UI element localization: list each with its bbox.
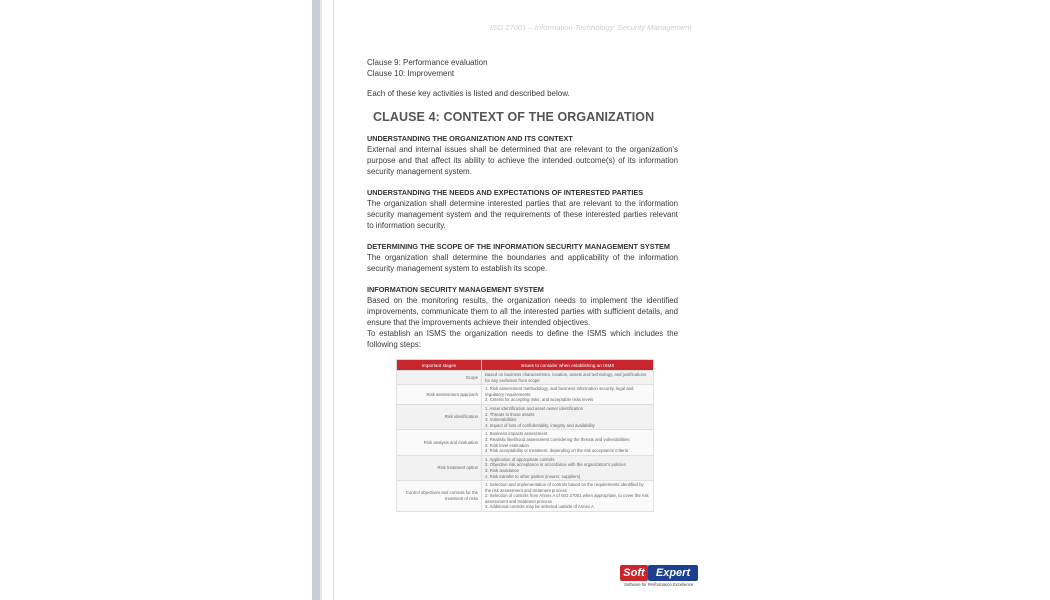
issue-line: 1. Business impacts assessment (485, 431, 548, 437)
table-row (397, 481, 654, 512)
section-isms (367, 285, 678, 350)
table-issues-cell (482, 371, 654, 385)
table-issues-cell (482, 430, 654, 455)
issue-line: 2. Selection of controls from Annex A of ISO 27001 when appropriate, to cover the risk assessment and treatment process (485, 493, 649, 504)
table-stage-cell: Risk analysis and evaluation (397, 430, 482, 455)
logo-expert-mark: Expert (648, 565, 698, 581)
table-issues-cell (482, 481, 654, 512)
page-content (367, 58, 678, 350)
table-row (397, 371, 654, 385)
section-interested-parties (367, 188, 678, 231)
section-body: Based on the monitoring results, the organization needs to implement the identified improvements, communicate them to all the interested parties with sufficient details, and ensure that the improvements achieve their intended objectives. (367, 295, 678, 327)
table-stage-cell: Risk identification (397, 404, 482, 429)
table-header-cell: Important stages (397, 360, 482, 371)
issue-line: 4. Impact of loss of confidentiality, integrity and availability (485, 422, 595, 428)
issue-line: 1. Asset identification and asset owner identification (485, 405, 584, 411)
issue-line: 2. Threats to those assets (485, 411, 535, 417)
table-stage-cell: Control objectives and controls for the treatment of risks (397, 481, 482, 512)
issue-line: 1. Selection and implementation of controls based on the requirements identified by the risk assessment and treatment process (485, 482, 644, 493)
issue-line: 4. Risk transfer to other parties (insurer, suppliers) (485, 473, 581, 479)
issue-line: 3. Additional controls may be selected outside of Annex A (485, 504, 594, 510)
section-organization-context (367, 134, 678, 177)
section-heading: UNDERSTANDING THE ORGANIZATION AND ITS CONTEXT (367, 133, 573, 143)
logo-soft-mark: Soft (620, 565, 648, 581)
table-issues-cell (482, 404, 654, 429)
issue-line: 2. Objective risk acceptance in accordance with the organization's policies (485, 462, 626, 468)
issue-line: 3. Risk avoidance (485, 467, 519, 473)
section-heading: DETERMINING THE SCOPE OF THE INFORMATION SECURITY MANAGEMENT SYSTEM (367, 241, 670, 251)
isms-steps-table (396, 359, 654, 512)
issue-line: 3. Vulnerabilities (485, 417, 517, 423)
table-issues-cell (482, 385, 654, 405)
issue-line: 3. Risk level estimation (485, 442, 529, 448)
section-body: The organization shall determine the boundaries and applicability of the information security management system to establish its scope. (367, 252, 678, 273)
viewer-gutter-edge (320, 0, 322, 600)
clause-list-item: Clause 9: Performance evaluation (367, 58, 488, 67)
issue-line: 2. Realistic likelihood assessment considering the threats and vulnerabilities (485, 436, 630, 442)
table-row (397, 385, 654, 405)
table-row (397, 404, 654, 429)
table-header-row (397, 360, 654, 371)
issue-line: 1. Risk assessment methodology, and business information security, legal and regulatory requirements (485, 386, 634, 397)
section-scope (367, 242, 678, 274)
softexpert-logo (620, 563, 700, 589)
running-header: ISO 27001 – Information Technology: Security Management (490, 23, 692, 32)
table-stage-cell: Risk assessment approach (397, 385, 482, 405)
viewer-gutter (312, 0, 320, 600)
intro-text: Each of these key activities is listed and described below. (367, 89, 570, 98)
table-header-cell: Issues to consider when establishing an ISMS (482, 360, 654, 371)
section-heading: INFORMATION SECURITY MANAGEMENT SYSTEM (367, 284, 544, 294)
section-heading: UNDERSTANDING THE NEEDS AND EXPECTATIONS OF INTERESTED PARTIES (367, 187, 644, 197)
clause-list-item: Clause 10: Improvement (367, 68, 455, 78)
clause-heading: CLAUSE 4: CONTEXT OF THE ORGANIZATION (373, 109, 655, 124)
issue-line: 2. Criteria for accepting risks, and acceptable risks levels (485, 397, 594, 403)
issue-line: 1. Application of appropriate controls (485, 456, 555, 462)
section-body: The organization shall determine interested parties that are relevant to the information security management system and the requirements of these interested parties relevant to information security. (367, 198, 678, 230)
table-row (397, 430, 654, 455)
table-row (397, 455, 654, 480)
table-issues-cell (482, 455, 654, 480)
logo-tagline: Software for Performance Excellence (624, 582, 694, 587)
issue-line: Based on business characteristics, location, assets and technology, and justifications for any exclusion from scope (485, 372, 647, 383)
section-body-continued: To establish an ISMS the organization needs to define the ISMS which includes the following steps: (367, 328, 678, 349)
section-body: External and internal issues shall be determined that are relevant to the organization's purpose and that affect its ability to achieve the intended outcome(s) of its information security management system. (367, 144, 678, 176)
table-stage-cell: Risk treatment option (397, 455, 482, 480)
table-stage-cell: Scope (397, 371, 482, 385)
issue-line: 4. Risk acceptability or treatment, depending on the risk acceptance criteria (485, 448, 629, 454)
